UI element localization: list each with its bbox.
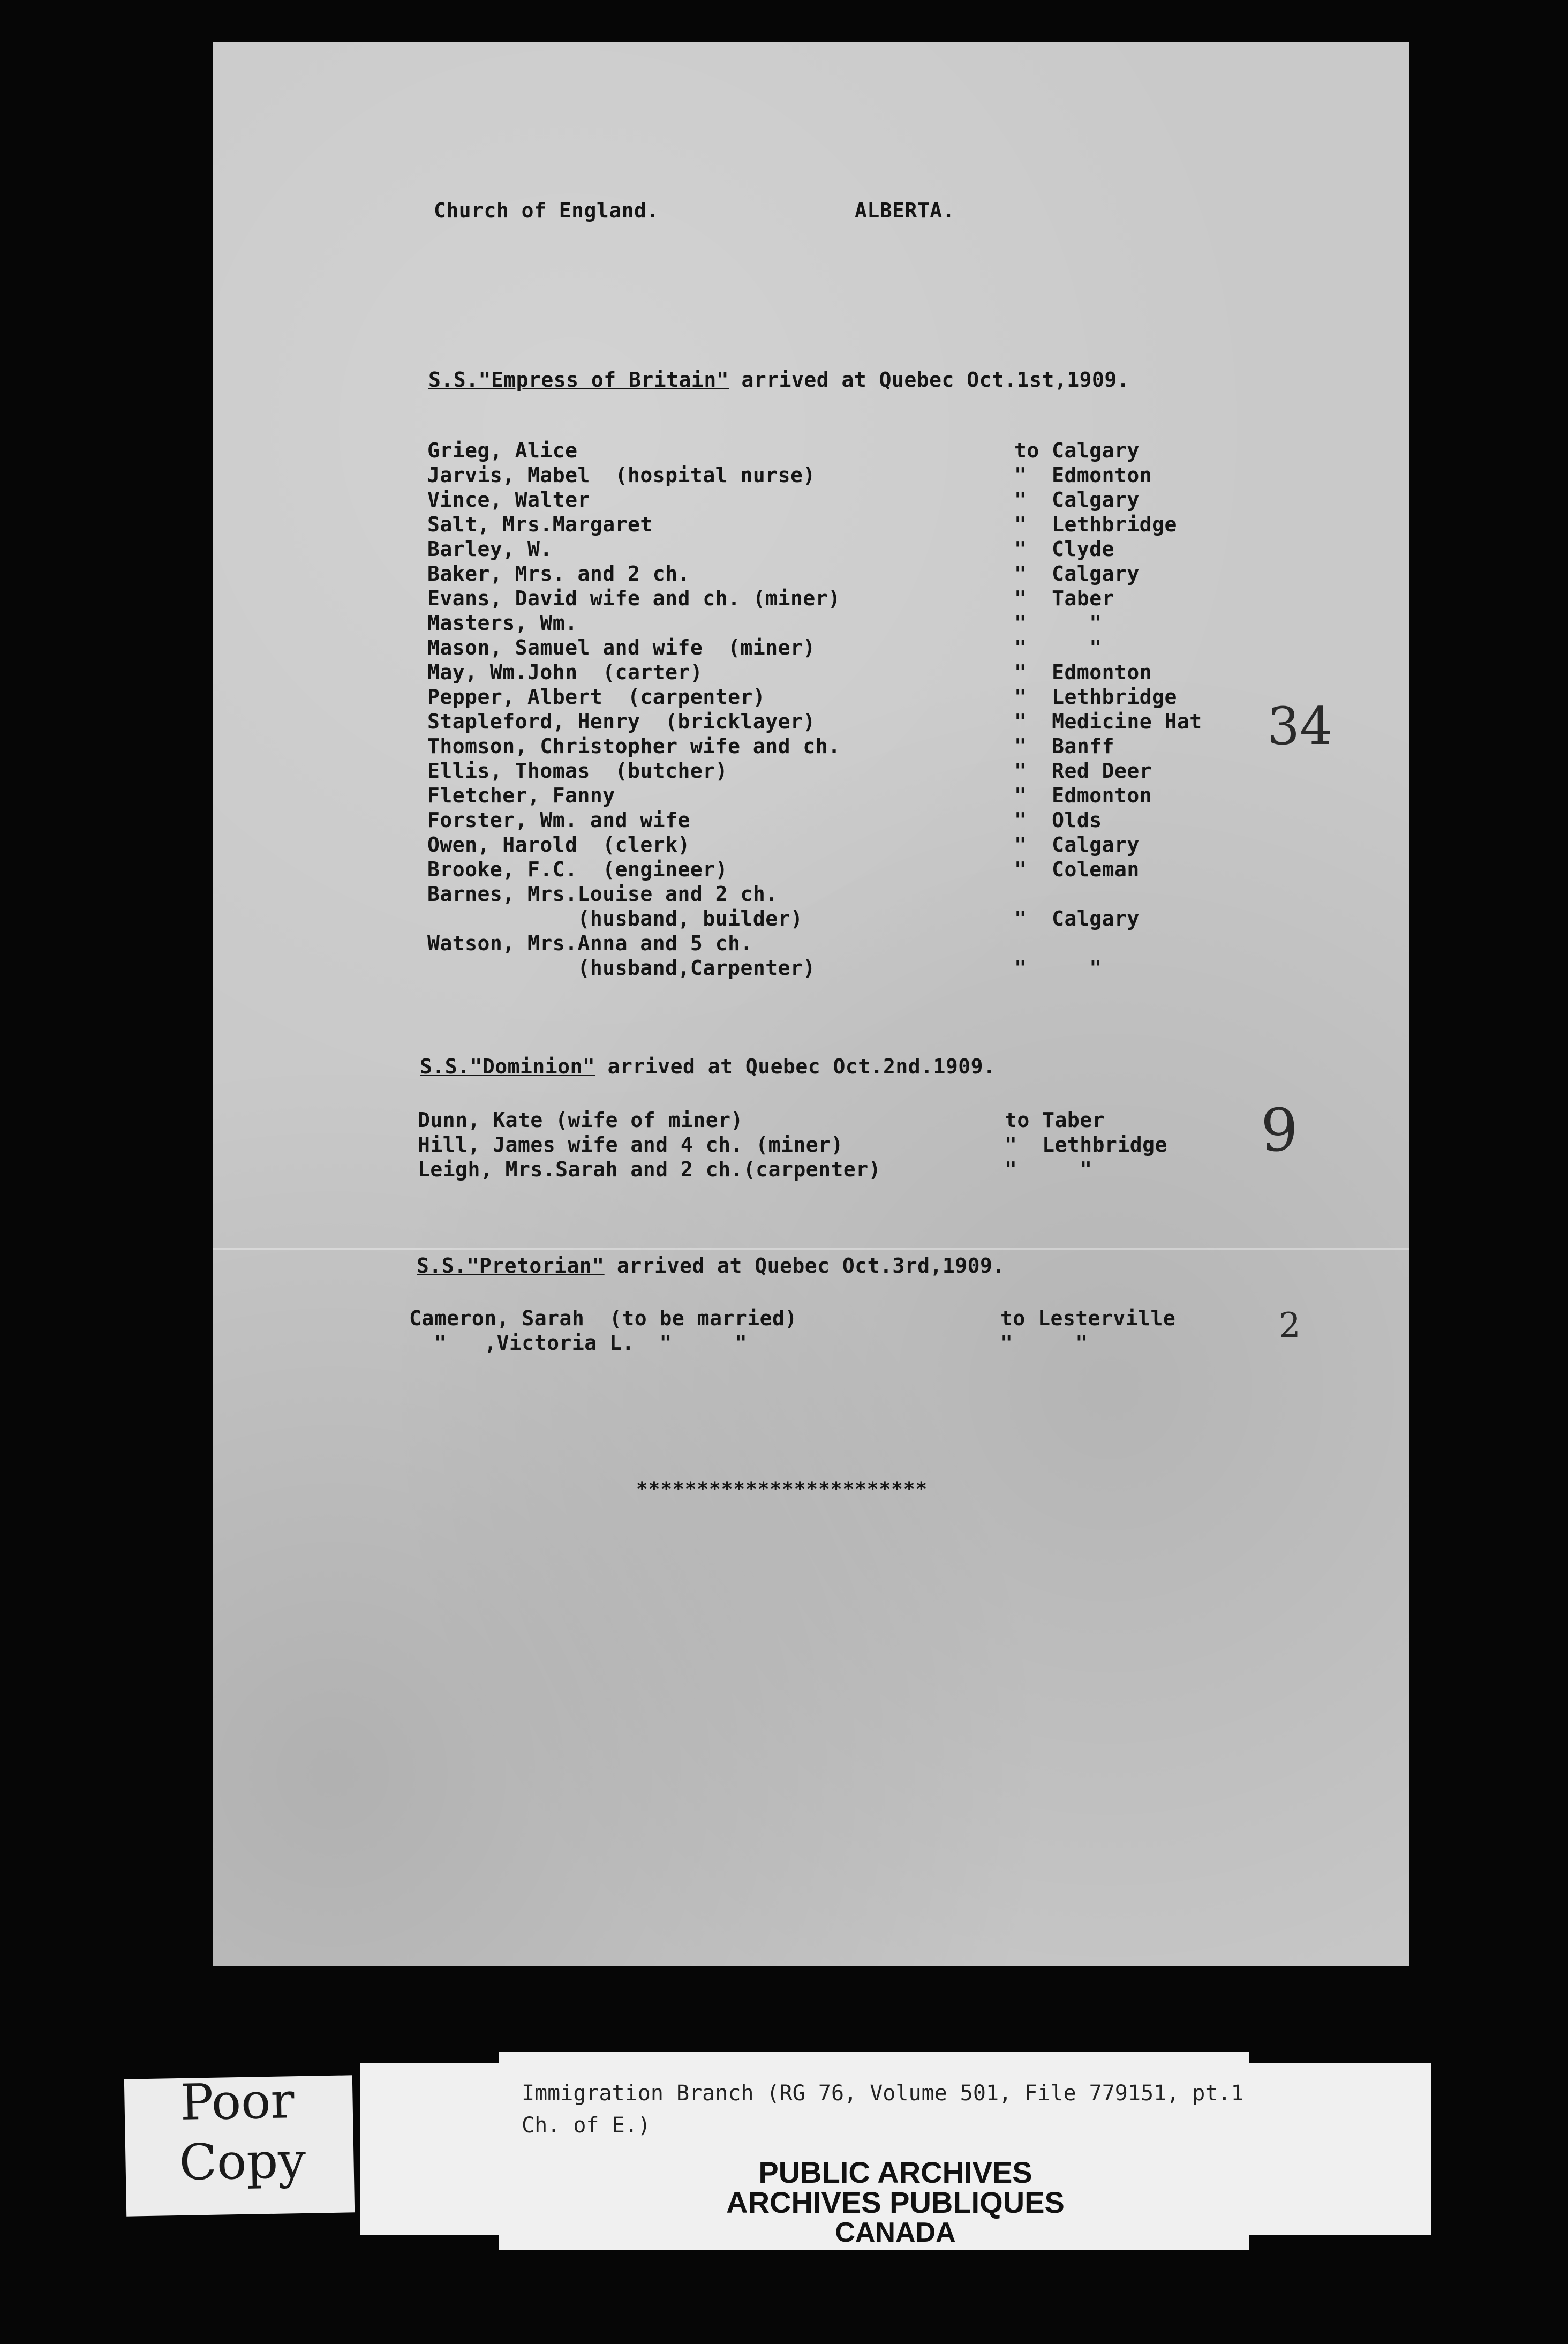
passenger-destination: " Lethbridge [1014, 685, 1177, 709]
header-province: ALBERTA. [855, 199, 955, 222]
passenger-name: " ,Victoria L. " " [409, 1331, 748, 1355]
passenger-name: Grieg, Alice [427, 439, 578, 462]
poor-copy-text: Poor [179, 2072, 295, 2131]
arrival-text: arrived at Quebec Oct.2nd.1909. [595, 1055, 996, 1078]
passenger-name: Watson, Mrs.Anna and 5 ch. [427, 931, 753, 955]
passenger-destination: " " [1014, 956, 1102, 980]
header-denomination: Church of England. [434, 199, 659, 222]
passenger-name: Masters, Wm. [427, 611, 578, 635]
passenger-destination: to Calgary [1014, 439, 1140, 462]
handwritten-count: 9 [1261, 1096, 1298, 1165]
passenger-destination: to Taber [1005, 1108, 1105, 1132]
passenger-name: Ellis, Thomas (butcher) [427, 759, 728, 783]
passenger-destination: " Calgary [1014, 907, 1140, 930]
passenger-destination: " Calgary [1014, 833, 1140, 857]
arrival-text: arrived at Quebec Oct.3rd,1909. [604, 1254, 1005, 1278]
poor-copy-label [124, 2072, 355, 2216]
ship-heading [420, 1054, 996, 1079]
passenger-destination: " Calgary [1014, 562, 1140, 585]
passenger-name: (husband, builder) [427, 907, 803, 930]
passenger-name: Brooke, F.C. (engineer) [427, 858, 728, 881]
passenger-name: Cameron, Sarah (to be married) [409, 1306, 797, 1330]
document-page [213, 42, 1409, 1966]
passenger-name: Vince, Walter [427, 488, 590, 512]
passenger-name: Leigh, Mrs.Sarah and 2 ch.(carpenter) [418, 1158, 881, 1181]
passenger-name: (husband,Carpenter) [427, 956, 816, 980]
passenger-destination: " Edmonton [1014, 463, 1152, 487]
poor-copy-text: Copy [178, 2131, 307, 2191]
passenger-destination: " Lethbridge [1014, 513, 1177, 536]
ship-heading [428, 367, 1129, 392]
passenger-name: Dunn, Kate (wife of miner) [418, 1108, 743, 1132]
passenger-destination: " " [1014, 636, 1102, 659]
passenger-name: May, Wm.John (carter) [427, 660, 703, 684]
reference-line: Immigration Branch (RG 76, Volume 501, File 779151, pt.1 [522, 2081, 1244, 2106]
passenger-destination: " " [1005, 1158, 1092, 1181]
handwritten-count: 34 [1267, 696, 1333, 756]
passenger-name: Salt, Mrs.Margaret [427, 513, 653, 536]
ship-name: S.S."Dominion" [420, 1055, 595, 1078]
passenger-destination: " Clyde [1014, 537, 1115, 561]
archives-country: CANADA [835, 2217, 956, 2248]
separator-line: ************************ [636, 1478, 928, 1500]
reference-line: Ch. of E.) [522, 2113, 651, 2138]
passenger-name: Pepper, Albert (carpenter) [427, 685, 766, 709]
passenger-name: Mason, Samuel and wife (miner) [427, 636, 816, 659]
passenger-name: Thomson, Christopher wife and ch. [427, 734, 841, 758]
passenger-name: Jarvis, Mabel (hospital nurse) [427, 463, 816, 487]
passenger-destination: " Calgary [1014, 488, 1140, 512]
passenger-name: Owen, Harold (clerk) [427, 833, 690, 857]
passenger-destination: " Taber [1014, 587, 1115, 610]
passenger-name: Barley, W. [427, 537, 553, 561]
passenger-name: Barnes, Mrs.Louise and 2 ch. [427, 882, 778, 906]
arrival-text: arrived at Quebec Oct.1st,1909. [729, 368, 1130, 392]
passenger-name: Stapleford, Henry (bricklayer) [427, 710, 816, 733]
passenger-destination: " Coleman [1014, 858, 1140, 881]
archives-name-en: PUBLIC ARCHIVES [758, 2155, 1032, 2189]
passenger-destination: " Lethbridge [1005, 1133, 1167, 1156]
ship-name: S.S."Pretorian" [417, 1254, 605, 1278]
passenger-destination: " Edmonton [1014, 660, 1152, 684]
passenger-name: Baker, Mrs. and 2 ch. [427, 562, 690, 585]
passenger-destination: " " [1000, 1331, 1088, 1355]
passenger-destination: " Red Deer [1014, 759, 1152, 783]
passenger-name: Forster, Wm. and wife [427, 808, 690, 832]
passenger-destination: " Banff [1014, 734, 1115, 758]
passenger-destination: " Edmonton [1014, 784, 1152, 807]
passenger-name: Hill, James wife and 4 ch. (miner) [418, 1133, 843, 1156]
handwritten-count: 2 [1279, 1306, 1301, 1346]
passenger-destination: " Medicine Hat [1014, 710, 1202, 733]
passenger-destination: " " [1014, 611, 1102, 635]
archive-reference [522, 2077, 1244, 2142]
ship-name: S.S."Empress of Britain" [428, 368, 729, 392]
passenger-destination: " Olds [1014, 808, 1102, 832]
passenger-name: Evans, David wife and ch. (miner) [427, 587, 841, 610]
passenger-destination: to Lesterville [1000, 1306, 1176, 1330]
passenger-name: Fletcher, Fanny [427, 784, 615, 807]
ship-heading [417, 1253, 1005, 1278]
archive-reference-label [360, 2063, 1431, 2248]
archives-name-fr: ARCHIVES PUBLIQUES [726, 2185, 1065, 2219]
paper-fold-line [213, 1248, 1409, 1250]
